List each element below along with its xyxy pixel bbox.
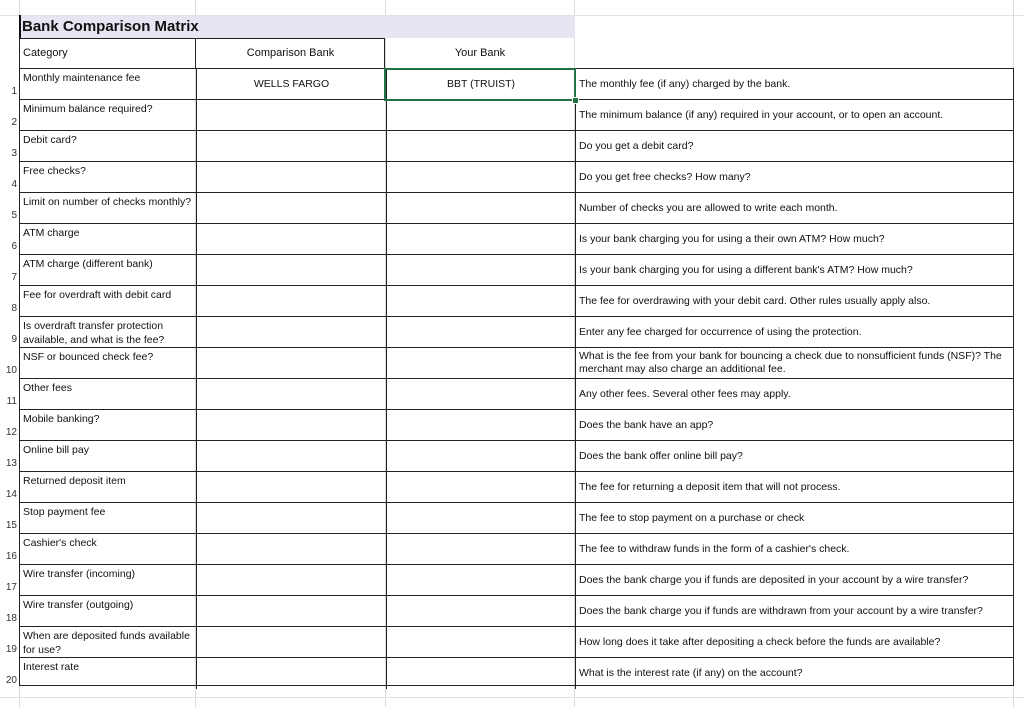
category-cell[interactable]: NSF or bounced check fee? — [23, 351, 154, 363]
header-comparison-bank[interactable]: Comparison Bank — [246, 47, 335, 59]
description-cell[interactable]: Number of checks you are allowed to write each month. — [575, 193, 1013, 223]
category-cell[interactable]: Interest rate — [23, 661, 80, 673]
description-cell[interactable]: What is the interest rate (if any) on the account? — [575, 658, 1013, 689]
your-bank-cell[interactable] — [386, 565, 575, 595]
table-row — [20, 286, 1013, 317]
comparison-bank-cell[interactable] — [196, 193, 386, 223]
comparison-bank-cell[interactable] — [196, 317, 386, 347]
row-number[interactable]: 6 — [11, 241, 17, 252]
table-row — [20, 410, 1013, 441]
gridline — [0, 697, 1024, 698]
comparison-bank-cell[interactable] — [196, 100, 386, 130]
comparison-bank-cell[interactable] — [196, 596, 386, 626]
description-cell[interactable]: Any other fees. Several other fees may apply. — [575, 379, 1013, 409]
category-cell[interactable]: Limit on number of checks monthly? — [23, 196, 192, 208]
comparison-bank-cell[interactable] — [196, 379, 386, 409]
description-cell[interactable]: Is your bank charging you for using a their own ATM? How much? — [575, 224, 1013, 254]
table-row — [20, 596, 1013, 627]
category-cell[interactable]: Returned deposit item — [23, 475, 126, 487]
description-cell[interactable]: Does the bank offer online bill pay? — [575, 441, 1013, 471]
category-cell[interactable]: Mobile banking? — [23, 413, 100, 425]
fill-handle[interactable] — [572, 97, 579, 104]
category-cell[interactable]: Online bill pay — [23, 444, 89, 456]
comparison-bank-cell[interactable] — [196, 255, 386, 285]
table-row — [20, 162, 1013, 193]
category-cell[interactable]: When are deposited funds available for use? — [23, 630, 190, 656]
row-number[interactable]: 19 — [5, 644, 17, 655]
comparison-table — [19, 68, 1014, 686]
description-cell[interactable]: Enter any fee charged for occurrence of using the protection. — [575, 317, 1013, 347]
table-row — [20, 255, 1013, 286]
your-bank-cell[interactable] — [386, 658, 575, 689]
row-number[interactable]: 20 — [5, 675, 17, 686]
comparison-bank-cell[interactable] — [196, 348, 386, 378]
header-category[interactable]: Category — [23, 47, 68, 59]
row-number[interactable]: 3 — [11, 148, 17, 159]
your-bank-cell[interactable] — [386, 193, 575, 223]
row-number[interactable]: 2 — [11, 117, 17, 128]
category-cell[interactable]: Is overdraft transfer protection available, and what is the fee? — [23, 320, 165, 346]
category-cell[interactable]: Other fees — [23, 382, 73, 394]
table-row — [20, 348, 1013, 379]
table-row — [20, 193, 1013, 224]
description-cell[interactable]: The fee to stop payment on a purchase or check — [575, 503, 1013, 533]
row-number[interactable]: 5 — [11, 210, 17, 221]
your-bank-cell[interactable] — [386, 596, 575, 626]
description-cell[interactable]: What is the fee from your bank for bouncing a check due to nonsufficient funds (NSF)? The merchant may also charge an additional fee. — [575, 348, 1013, 378]
comparison-bank-cell[interactable] — [196, 658, 386, 689]
your-bank-cell[interactable] — [386, 348, 575, 378]
table-row — [20, 441, 1013, 472]
comparison-bank-cell[interactable] — [196, 503, 386, 533]
your-bank-cell[interactable] — [386, 224, 575, 254]
row-number[interactable]: 14 — [5, 489, 17, 500]
category-cell[interactable]: ATM charge — [23, 227, 80, 239]
comparison-bank-cell[interactable] — [196, 162, 386, 192]
table-row — [20, 627, 1013, 658]
category-cell[interactable]: Wire transfer (outgoing) — [23, 599, 134, 611]
row-number[interactable]: 16 — [5, 551, 17, 562]
your-bank-cell[interactable] — [386, 410, 575, 440]
description-cell[interactable]: Do you get a debit card? — [575, 131, 1013, 161]
category-cell[interactable]: Monthly maintenance fee — [23, 72, 141, 84]
your-bank-cell[interactable] — [386, 534, 575, 564]
description-cell[interactable]: Is your bank charging you for using a different bank's ATM? How much? — [575, 255, 1013, 285]
row-number[interactable]: 17 — [5, 582, 17, 593]
comparison-bank-cell[interactable]: WELLS FARGO — [196, 69, 386, 99]
comparison-bank-cell[interactable] — [196, 441, 386, 471]
comparison-bank-cell[interactable] — [196, 410, 386, 440]
selected-cell-outline[interactable] — [384, 68, 576, 101]
table-row — [20, 379, 1013, 410]
description-cell[interactable]: Does the bank charge you if funds are withdrawn from your account by a wire transfer? — [575, 596, 1013, 626]
description-cell[interactable]: How long does it take after depositing a check before the funds are available? — [575, 627, 1013, 657]
table-row — [20, 131, 1013, 162]
table-row — [20, 100, 1013, 131]
row-number[interactable]: 12 — [5, 427, 17, 438]
description-cell[interactable]: The fee to withdraw funds in the form of a cashier's check. — [575, 534, 1013, 564]
description-cell[interactable]: The minimum balance (if any) required in your account, or to open an account. — [575, 100, 1013, 130]
category-cell[interactable]: Stop payment fee — [23, 506, 106, 518]
your-bank-cell[interactable]: BBT (TRUIST) — [386, 69, 575, 99]
description-cell[interactable]: The fee for overdrawing with your debit card. Other rules usually apply also. — [575, 286, 1013, 316]
table-row — [20, 317, 1013, 348]
your-bank-cell[interactable] — [386, 100, 575, 130]
sheet-title: Bank Comparison Matrix — [22, 18, 199, 35]
category-cell[interactable]: ATM charge (different bank) — [23, 258, 153, 270]
row-number[interactable]: 18 — [5, 613, 17, 624]
your-bank-cell[interactable] — [386, 441, 575, 471]
description-cell[interactable]: The fee for returning a deposit item that will not process. — [575, 472, 1013, 502]
comparison-bank-cell[interactable] — [196, 627, 386, 657]
table-row — [20, 503, 1013, 534]
category-cell[interactable]: Cashier's check — [23, 537, 97, 549]
comparison-bank-cell[interactable] — [196, 224, 386, 254]
your-bank-cell[interactable] — [386, 162, 575, 192]
comparison-bank-cell[interactable] — [196, 565, 386, 595]
table-row — [20, 565, 1013, 596]
category-cell[interactable]: Fee for overdraft with debit card — [23, 289, 172, 301]
comparison-bank-cell[interactable] — [196, 131, 386, 161]
row-number[interactable]: 7 — [11, 272, 17, 283]
description-cell[interactable]: Does the bank charge you if funds are deposited in your account by a wire transfer? — [575, 565, 1013, 595]
category-cell[interactable]: Debit card? — [23, 134, 77, 146]
title-cell-border — [19, 15, 21, 38]
row-number[interactable]: 13 — [5, 458, 17, 469]
header-your-bank[interactable]: Your Bank — [454, 47, 506, 59]
comparison-bank-cell[interactable] — [196, 472, 386, 502]
your-bank-cell[interactable] — [386, 131, 575, 161]
your-bank-cell[interactable] — [386, 503, 575, 533]
description-cell[interactable]: Do you get free checks? How many? — [575, 162, 1013, 192]
row-number[interactable]: 15 — [5, 520, 17, 531]
row-number[interactable]: 10 — [5, 365, 17, 376]
table-row — [20, 224, 1013, 255]
table-row — [20, 534, 1013, 565]
description-cell[interactable]: Does the bank have an app? — [575, 410, 1013, 440]
category-cell[interactable]: Wire transfer (incoming) — [23, 568, 136, 580]
your-bank-cell[interactable] — [386, 255, 575, 285]
your-bank-cell[interactable] — [386, 317, 575, 347]
category-cell[interactable]: Minimum balance required? — [23, 103, 153, 115]
description-cell[interactable]: The monthly fee (if any) charged by the bank. — [575, 69, 1013, 99]
table-row — [20, 658, 1013, 689]
category-cell[interactable]: Free checks? — [23, 165, 87, 177]
row-number[interactable]: 4 — [11, 179, 17, 190]
row-number[interactable]: 11 — [6, 396, 17, 407]
comparison-bank-cell[interactable] — [196, 534, 386, 564]
your-bank-cell[interactable] — [386, 286, 575, 316]
your-bank-cell[interactable] — [386, 379, 575, 409]
row-number[interactable]: 1 — [11, 86, 17, 97]
your-bank-cell[interactable] — [386, 472, 575, 502]
table-row — [20, 472, 1013, 503]
row-number[interactable]: 9 — [11, 334, 17, 345]
row-number[interactable]: 8 — [11, 303, 17, 314]
your-bank-cell[interactable] — [386, 627, 575, 657]
comparison-bank-cell[interactable] — [196, 286, 386, 316]
